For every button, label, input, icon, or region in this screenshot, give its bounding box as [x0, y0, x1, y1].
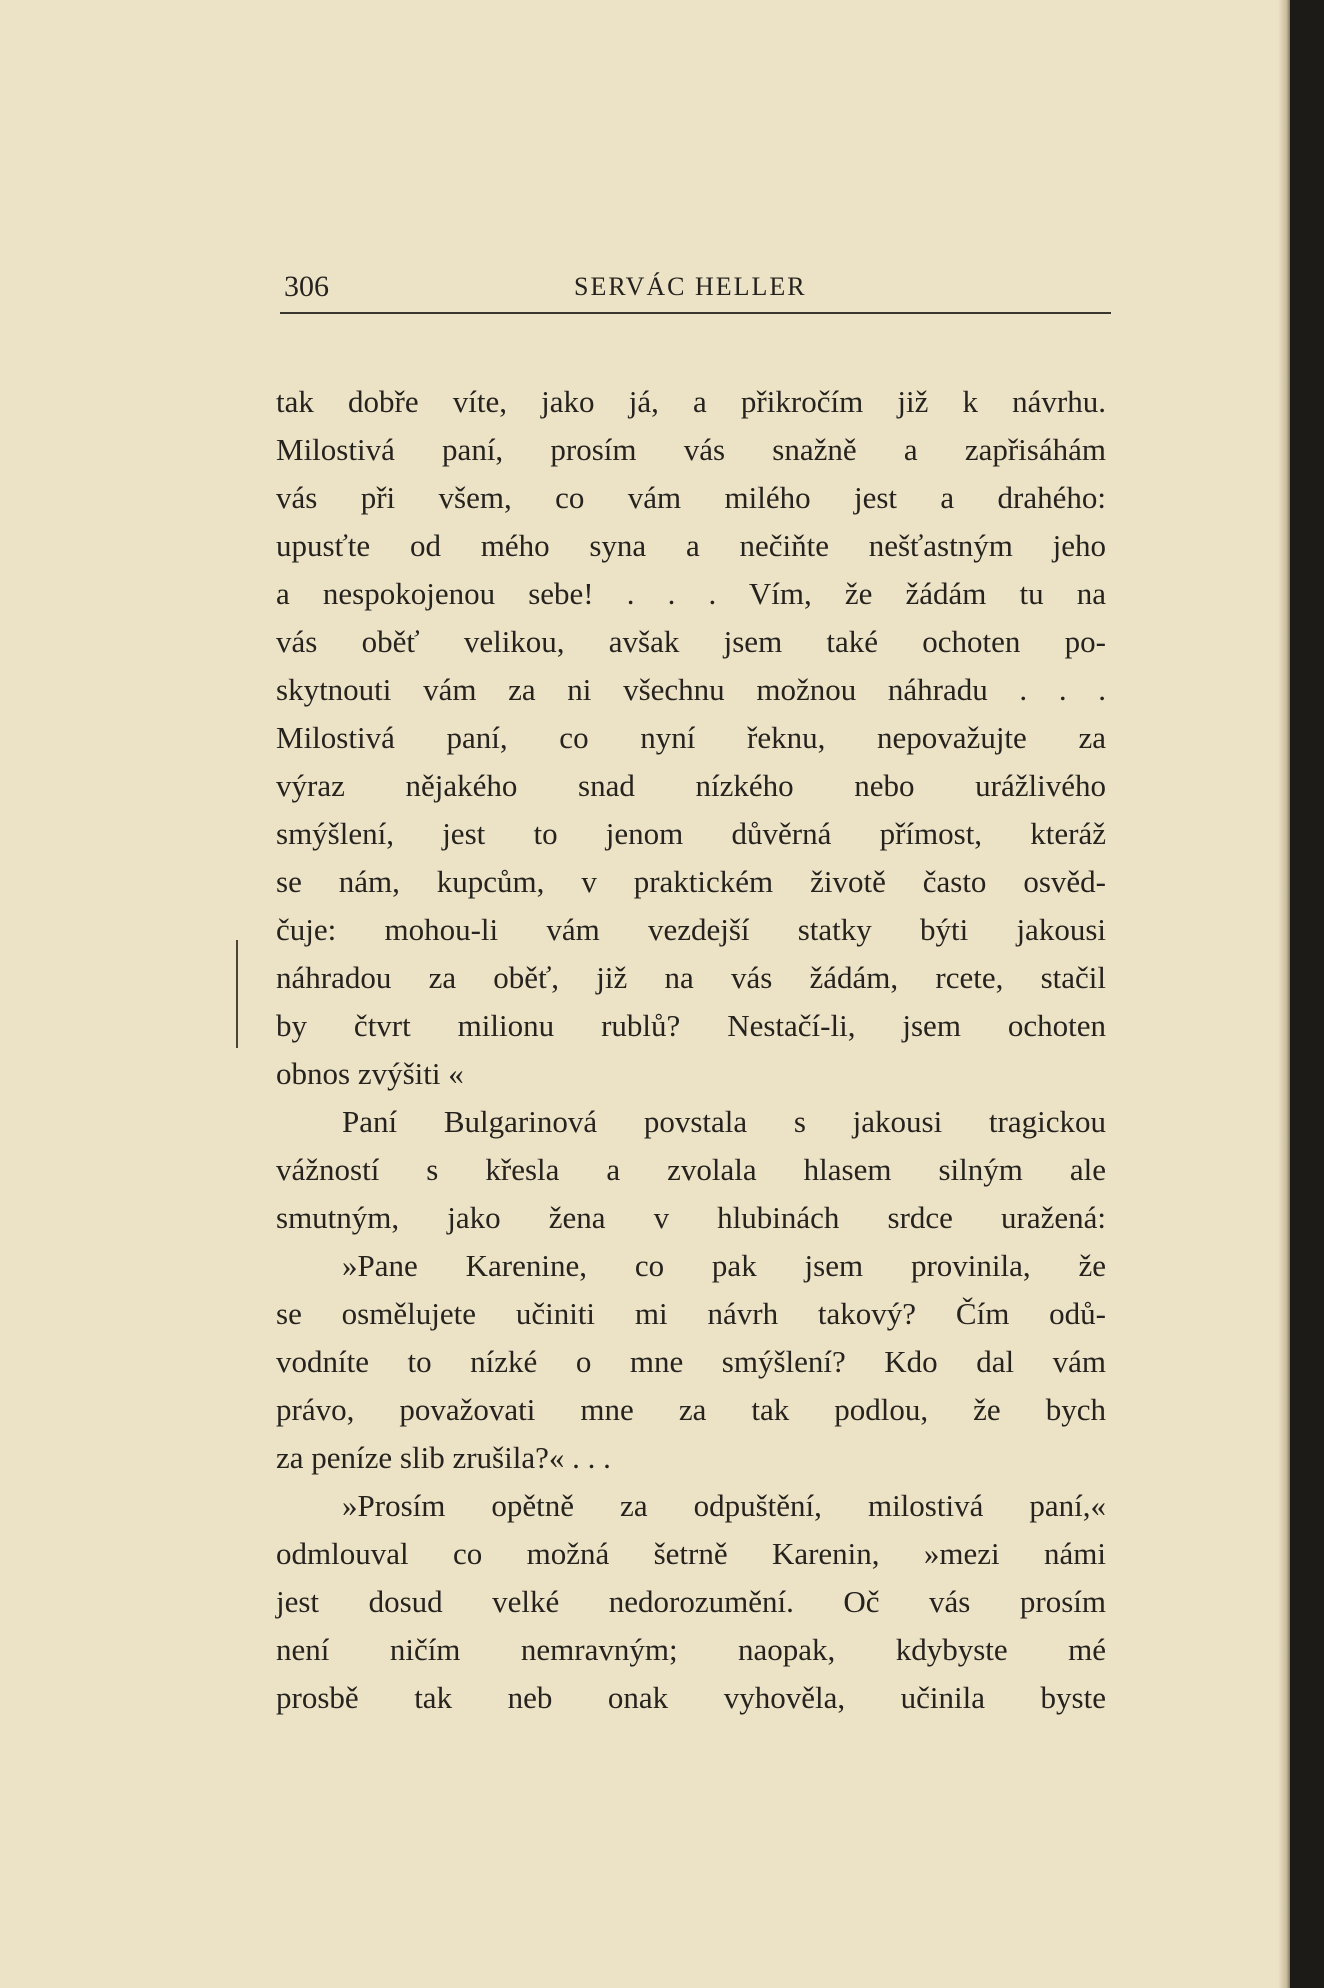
text-line: se osmělujete učiniti mi návrh takový? Čím odů-	[276, 1296, 1106, 1331]
text-line: a nespokojenou sebe! . . . Vím, že žádám tu na	[276, 576, 1106, 611]
text-line: právo, považovati mne za tak podlou, že bych	[276, 1392, 1106, 1427]
text-line: vás oběť velikou, avšak jsem také ochoten po-	[276, 624, 1106, 659]
text-line: čuje: mohou-li vám vezdejší statky býti jakousi	[276, 912, 1106, 947]
header-rule	[280, 312, 1111, 314]
text-line: skytnouti vám za ni všechnu možnou náhradu . . .	[276, 672, 1106, 707]
text-line: by čtvrt milionu rublů? Nestačí-li, jsem ochoten	[276, 1008, 1106, 1043]
text-line: odmlouval co možná šetrně Karenin, »mezi námi	[276, 1536, 1106, 1571]
margin-pencil-mark	[236, 940, 238, 1048]
text-line: Milostivá paní, co nyní řeknu, nepovažujte za	[276, 720, 1106, 755]
text-line: náhradou za oběť, již na vás žádám, rcete, stačil	[276, 960, 1106, 995]
text-line: tak dobře víte, jako já, a přikročím již k návrhu.	[276, 384, 1106, 419]
running-head	[276, 268, 1111, 316]
paragraph-end-line: za peníze slib zrušila?« . . .	[276, 1440, 611, 1475]
paragraph-end-line: obnos zvýšiti «	[276, 1056, 464, 1091]
body-text	[276, 378, 1106, 1718]
text-line: výraz nějakého snad nízkého nebo urážlivého	[276, 768, 1106, 803]
text-line: vážností s křesla a zvolala hlasem silným ale	[276, 1152, 1106, 1187]
text-line: prosbě tak neb onak vyhověla, učinila byste	[276, 1680, 1106, 1715]
text-line: se nám, kupcům, v praktickém životě často osvěd-	[276, 864, 1106, 899]
page-number: 306	[284, 270, 329, 303]
running-title: SERVÁC HELLER	[574, 272, 807, 301]
paragraph-end-line: smutným, jako žena v hlubinách srdce uražená:	[276, 1200, 1106, 1235]
text-line: smýšlení, jest to jenom důvěrná přímost, kteráž	[276, 816, 1106, 851]
book-gutter	[1290, 0, 1324, 1988]
text-line: upusťte od mého syna a nečiňte nešťastným jeho	[276, 528, 1106, 563]
paragraph-first-line: Paní Bulgarinová povstala s jakousi tragickou	[342, 1104, 1106, 1139]
paragraph-first-line: »Pane Karenine, co pak jsem provinila, že	[342, 1248, 1106, 1283]
text-line: není ničím nemravným; naopak, kdybyste mé	[276, 1632, 1106, 1667]
text-line: jest dosud velké nedorozumění. Oč vás prosím	[276, 1584, 1106, 1619]
paragraph-first-line: »Prosím opětně za odpuštění, milostivá paní,«	[342, 1488, 1106, 1523]
text-line: vás při všem, co vám milého jest a drahého:	[276, 480, 1106, 515]
text-line: Milostivá paní, prosím vás snažně a zapřisáhám	[276, 432, 1106, 467]
text-line: vodníte to nízké o mne smýšlení? Kdo dal vám	[276, 1344, 1106, 1379]
